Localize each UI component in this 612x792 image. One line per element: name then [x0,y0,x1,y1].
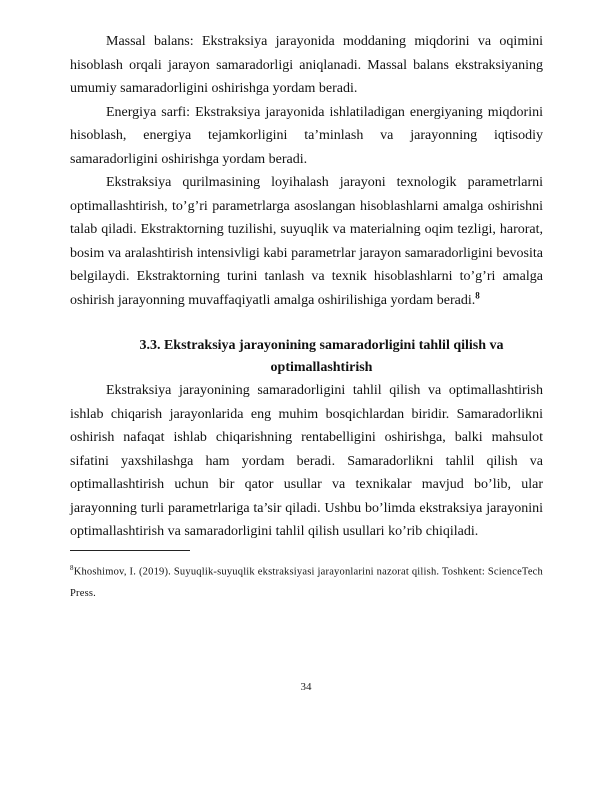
paragraph-design [70,171,543,312]
paragraph-optimization [70,379,543,544]
page-number: 34 [300,681,312,693]
paragraph-text: Energiya sarfi: Ekstraksiya jarayonida ishlatiladigan energiyaning miqdorini hisoblash, energiya tejamkorligini ta’minlash va jarayonning iqtisodiy samaradorligini oshirishga yordam beradi. [70,104,543,167]
paragraph-energy [70,101,543,172]
spacer [70,312,543,335]
footnote-marker: 8 [70,563,74,572]
footnote-reference: 8 [475,289,480,300]
section-heading-line-2: optimallashtirish [270,360,373,375]
section-heading-line-1: 3.3. Ekstraksiya jarayonining samaradorligini tahlil qilish va [139,338,504,353]
paragraph-text: Ekstraksiya jarayonining samaradorligini tahlil qilish va optimallashtirish ishlab chiqarish jarayonlarida eng muhim bosqichlardan biridir. Samaradorlikni oshirish nafaqat ishlab chiqarishning rentabelligini oshirishga, balki mahsulot sifatini yaxshilashga ham yordam beradi. Samaradorlikni tahlil qilish va optimallashtirish uchun bir qator usullar va texnikalar mavjud bo’lib, ular jarayonning turli parametrlariga ta’sir qiladi. Ushbu bo’limda ekstraksiya jarayonini optimallashtirish va samaradorligini tahlil qilish usullari ko’rib chiqiladi. [70,383,543,539]
document-page [70,30,543,605]
footnote [70,557,543,606]
paragraph-mass-balance [70,30,543,101]
paragraph-text: Massal balans: Ekstraksiya jarayonida moddaning miqdorini va oqimini hisoblash orqali jarayon samaradorligi aniqlanadi. Massal balans ekstraksiyaning umumiy samaradorligini oshirishga yordam beradi. [70,34,543,96]
footnote-text: Khoshimov, I. (2019). Suyuqlik-suyuqlik ekstraksiyasi jarayonlarini nazorat qilish. Toshkent: ScienceTech Press. [70,566,543,599]
footnote-separator [70,550,190,551]
paragraph-text: Ekstraksiya qurilmasining loyihalash jarayoni texnologik parametrlarni optimallashtirish, to’g’ri parametrlarga asoslangan hisoblashlarni amalga oshirishni talab qiladi. Ekstraktorning tuzilishi, suyuqlik va materialning oqim tezligi, harorat, bosim va aralashtirish intensivligi kabi parametrlar jarayon samaradorligini bevosita belgilaydi. Ekstraktorning turini tanlash va texnik hisoblashlarni to’g’ri amalga oshirish jarayonning muvaffaqiyatli amalga oshirilishiga yordam beradi. [70,175,543,308]
